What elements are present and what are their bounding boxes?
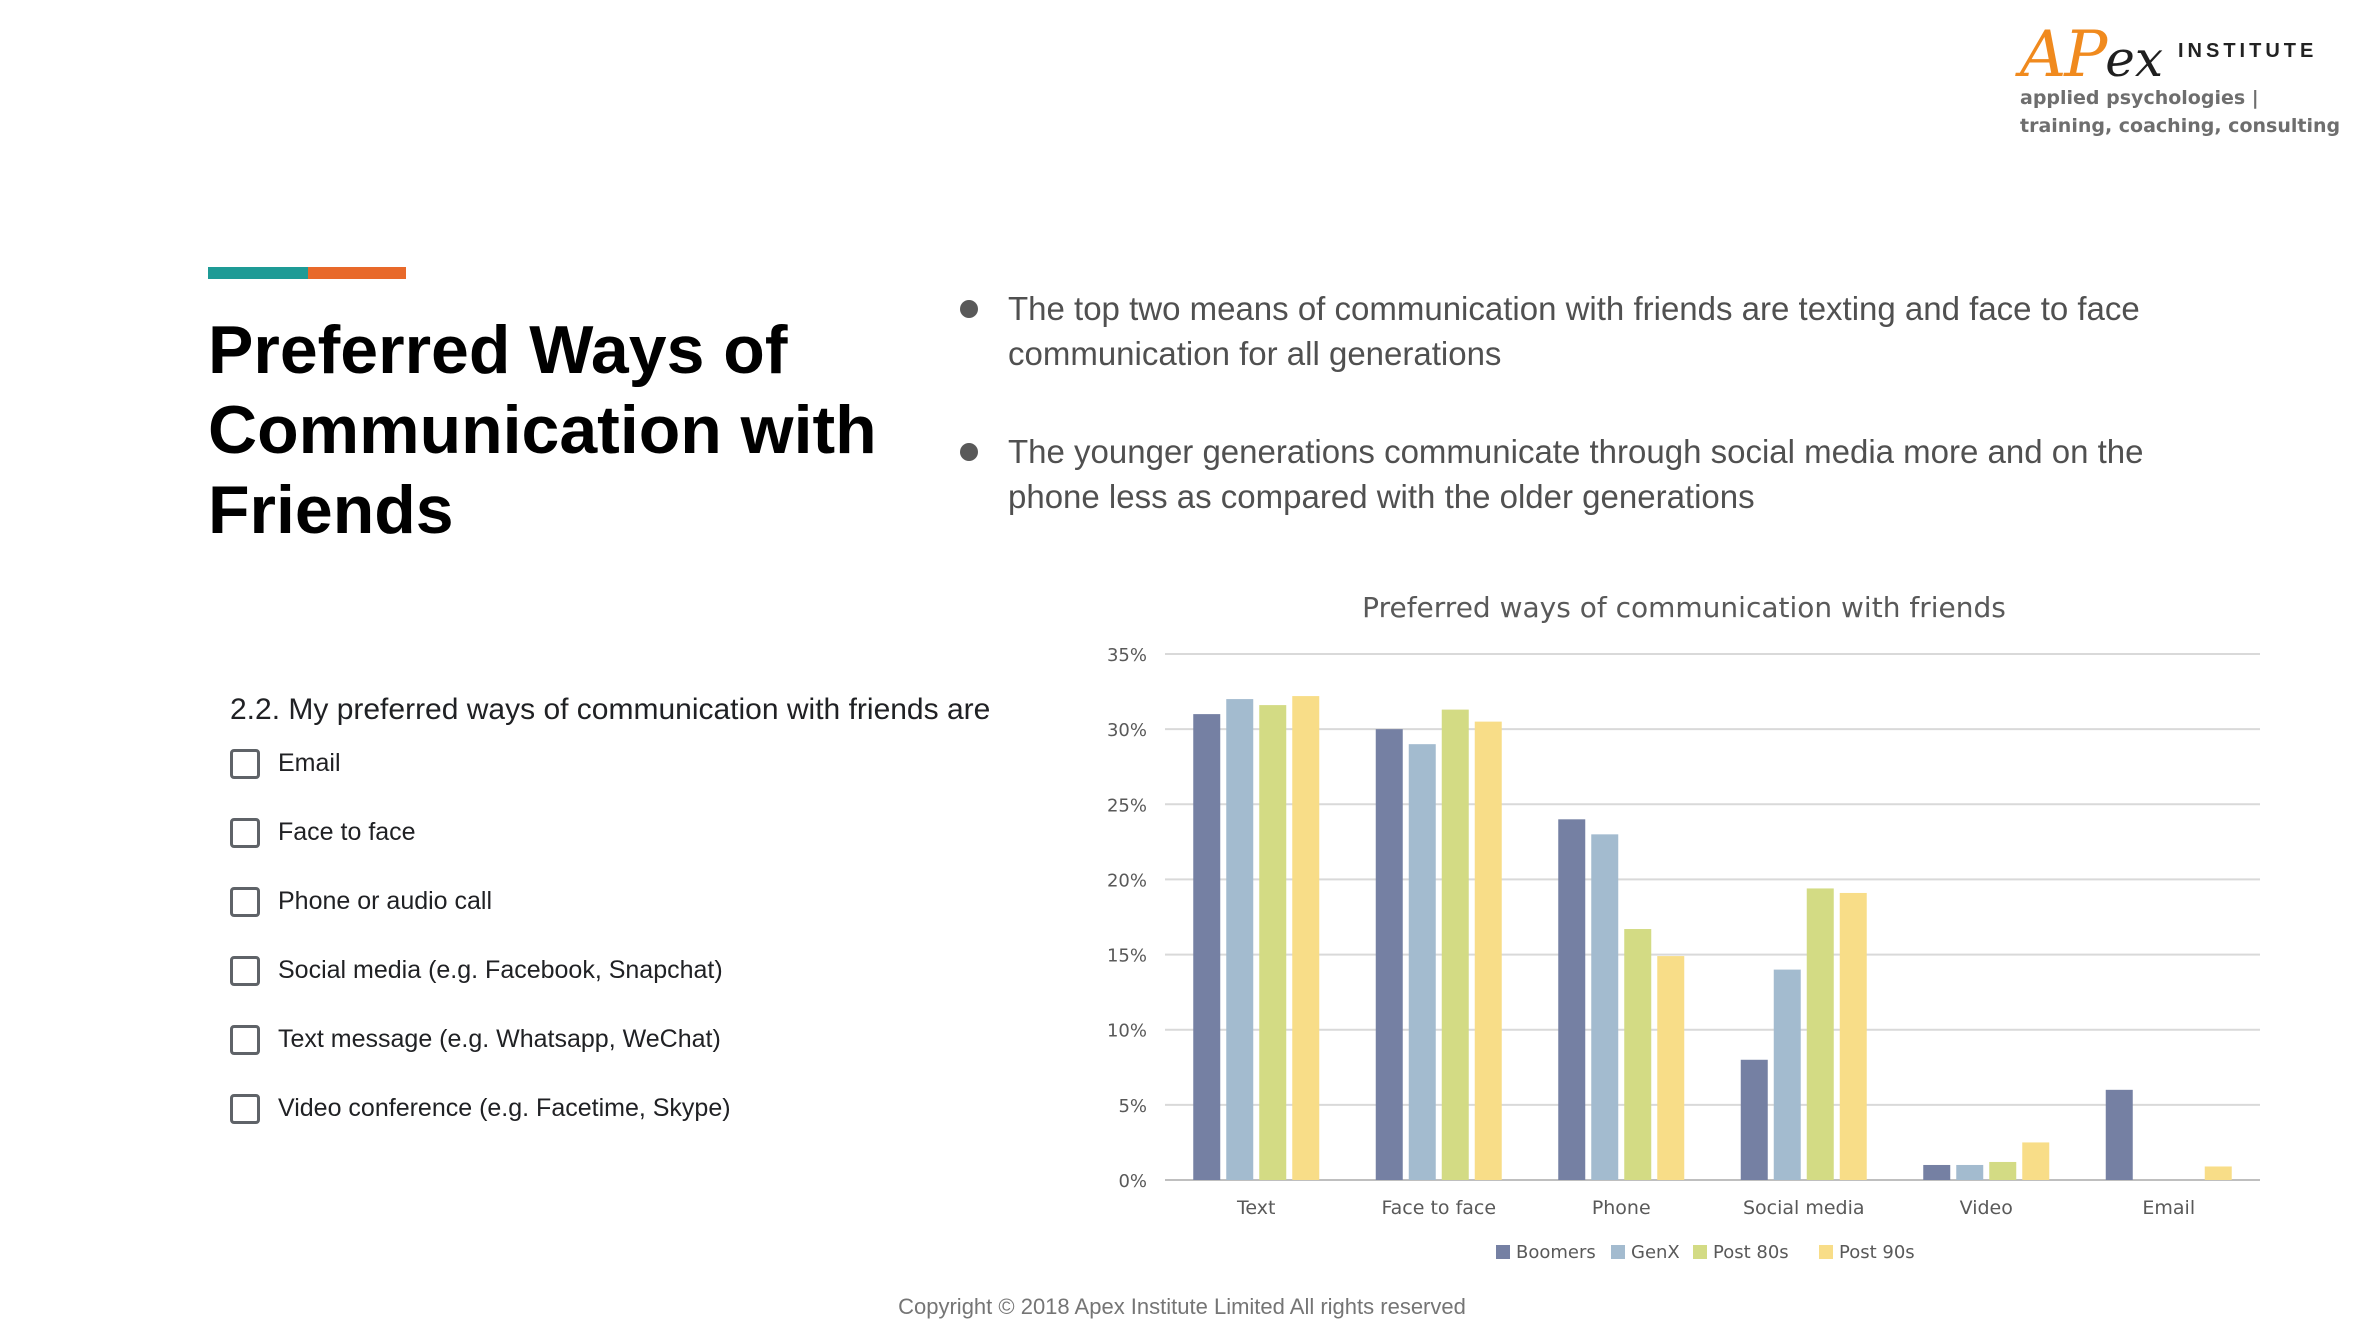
survey-option-label: Text message (e.g. Whatsapp, WeChat) bbox=[278, 1025, 721, 1053]
bar bbox=[1807, 888, 1834, 1180]
x-tick-label: Social media bbox=[1742, 1197, 1865, 1219]
legend-label: GenX bbox=[1631, 1242, 1680, 1263]
key-findings-list bbox=[960, 286, 2200, 519]
legend-label: Boomers bbox=[1516, 1242, 1596, 1263]
bar bbox=[1989, 1162, 2016, 1180]
bar bbox=[1442, 710, 1469, 1180]
bar bbox=[2022, 1142, 2049, 1180]
y-tick-label: 5% bbox=[1118, 1095, 1147, 1117]
page-title: Preferred Ways of Communication with Friends bbox=[208, 312, 877, 548]
bar bbox=[1259, 705, 1286, 1180]
legend-swatch bbox=[1693, 1245, 1707, 1259]
bar bbox=[1409, 744, 1436, 1180]
key-finding-2 bbox=[960, 429, 2200, 519]
survey-option-label: Social media (e.g. Facebook, Snapchat) bbox=[278, 956, 723, 984]
survey-question-block bbox=[230, 690, 1030, 1160]
checkbox[interactable] bbox=[230, 956, 260, 986]
apex-logo bbox=[2020, 18, 2340, 148]
bar bbox=[1193, 714, 1220, 1180]
x-tick-label: Face to face bbox=[1381, 1197, 1497, 1219]
bar bbox=[1840, 893, 1867, 1180]
chart-title: Preferred ways of communication with friends bbox=[1362, 591, 2006, 624]
y-tick-label: 25% bbox=[1106, 795, 1147, 817]
legend-label: Post 80s bbox=[1713, 1242, 1789, 1263]
bar bbox=[1475, 722, 1502, 1180]
logo-wordmark bbox=[2020, 18, 2163, 92]
logo-tagline-line1: applied psychologies | bbox=[2020, 87, 2259, 109]
x-tick-label: Email bbox=[2142, 1197, 2196, 1219]
checkbox[interactable] bbox=[230, 1094, 260, 1124]
x-tick-label: Phone bbox=[1591, 1197, 1651, 1219]
bar bbox=[1657, 956, 1684, 1180]
key-finding-1 bbox=[960, 286, 2200, 376]
bar-chart bbox=[1080, 570, 2270, 1270]
bullet-dot-icon bbox=[960, 300, 978, 318]
bullet-dot-icon bbox=[960, 443, 978, 461]
y-tick-label: 0% bbox=[1118, 1171, 1147, 1192]
x-tick-label: Video bbox=[1959, 1197, 2013, 1219]
bar bbox=[1292, 696, 1319, 1180]
checkbox[interactable] bbox=[230, 887, 260, 917]
survey-option bbox=[230, 953, 1030, 1022]
bar bbox=[1624, 929, 1651, 1180]
checkbox[interactable] bbox=[230, 818, 260, 848]
x-tick-label: Text bbox=[1237, 1197, 1276, 1219]
accent-bar-teal bbox=[208, 267, 308, 279]
checkbox[interactable] bbox=[230, 1025, 260, 1055]
survey-option-label: Video conference (e.g. Facetime, Skype) bbox=[278, 1094, 731, 1122]
survey-option bbox=[230, 746, 1030, 815]
survey-option bbox=[230, 815, 1030, 884]
y-axis-ticks bbox=[1107, 645, 1147, 1192]
bar bbox=[1558, 819, 1585, 1180]
y-tick-label: 35% bbox=[1106, 645, 1147, 666]
legend-swatch bbox=[1819, 1245, 1833, 1259]
bar bbox=[1226, 699, 1253, 1180]
y-tick-label: 10% bbox=[1106, 1020, 1147, 1042]
legend bbox=[1496, 1242, 1915, 1263]
survey-option-label: Phone or audio call bbox=[278, 887, 493, 915]
key-finding-1-text: The top two means of communication with friends are texting and face to face communication for all generations bbox=[1008, 290, 2140, 372]
bar bbox=[1923, 1165, 1950, 1180]
bar bbox=[1376, 729, 1403, 1180]
y-tick-label: 15% bbox=[1106, 945, 1147, 967]
survey-option bbox=[230, 1022, 1030, 1091]
bar bbox=[1741, 1060, 1768, 1180]
x-axis-ticks bbox=[1236, 1197, 2195, 1219]
logo-ap: AP bbox=[2020, 18, 2106, 92]
y-tick-label: 30% bbox=[1106, 720, 1147, 742]
logo-tagline bbox=[2020, 84, 2340, 140]
y-tick-label: 20% bbox=[1106, 870, 1147, 892]
survey-option-label: Email bbox=[278, 749, 341, 777]
bars bbox=[1193, 696, 2232, 1180]
logo-tagline-line2: training, coaching, consulting bbox=[2020, 115, 2341, 137]
bar bbox=[1591, 834, 1618, 1180]
survey-option bbox=[230, 1091, 1030, 1160]
bar bbox=[1956, 1165, 1983, 1180]
bar bbox=[1774, 970, 1801, 1180]
legend-label: Post 90s bbox=[1839, 1242, 1915, 1263]
bar bbox=[2106, 1090, 2133, 1180]
key-finding-2-text: The younger generations communicate through social media more and on the phone less as compared with the older generations bbox=[1008, 433, 2144, 515]
logo-institute: INSTITUTE bbox=[2178, 40, 2318, 62]
survey-option bbox=[230, 884, 1030, 953]
bar bbox=[2205, 1166, 2232, 1180]
legend-swatch bbox=[1611, 1245, 1625, 1259]
legend-swatch bbox=[1496, 1245, 1510, 1259]
survey-option-label: Face to face bbox=[278, 818, 416, 846]
accent-bar-orange bbox=[308, 267, 406, 279]
checkbox[interactable] bbox=[230, 749, 260, 779]
logo-ex: ex bbox=[2105, 30, 2164, 88]
survey-question: 2.2. My preferred ways of communication with friends are bbox=[230, 693, 991, 726]
copyright-footer: Copyright © 2018 Apex Institute Limited All rights reserved bbox=[898, 1294, 1466, 1319]
gridlines bbox=[1165, 654, 2260, 1180]
